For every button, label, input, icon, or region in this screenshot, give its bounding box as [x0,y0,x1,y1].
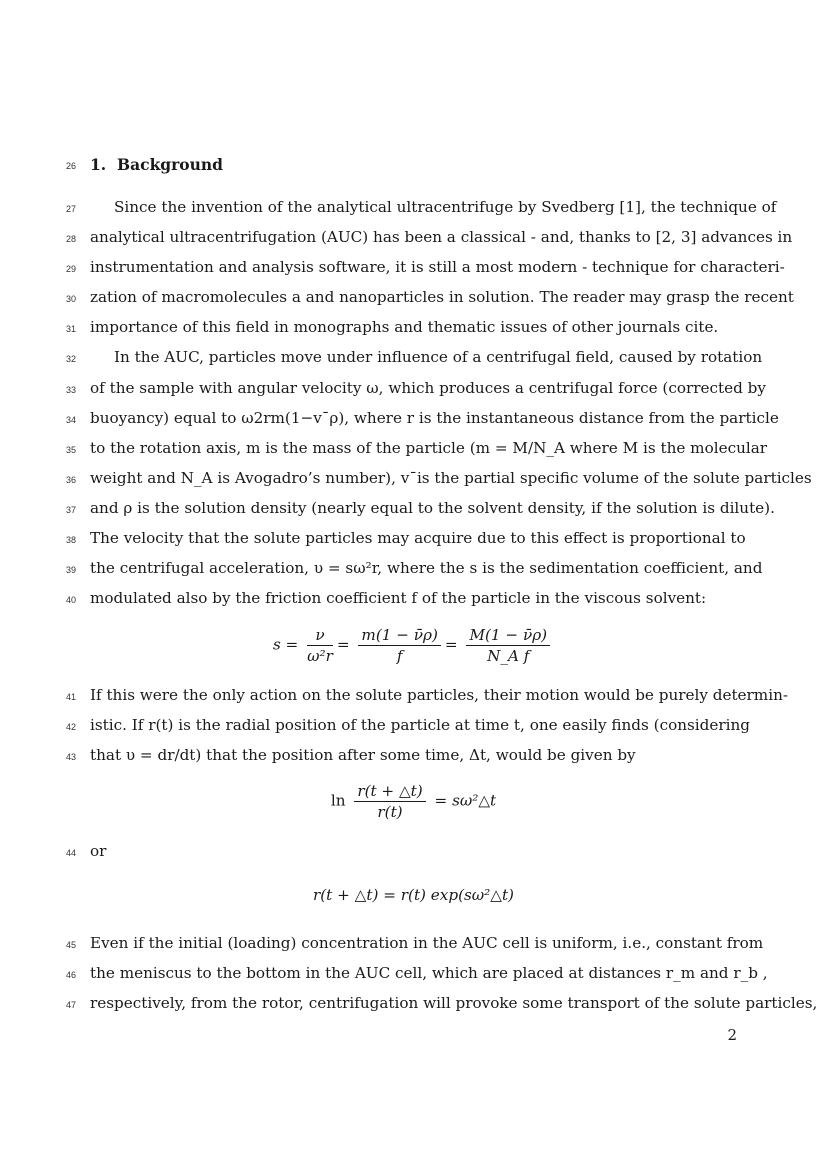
line-number: 45 [65,940,76,950]
text-line: modulated also by the friction coefficient f of the particle in the viscous solvent: [90,589,707,607]
eq1-f2-num: m(1 − ν̄ρ) [358,626,440,646]
text-line: or [90,842,107,860]
text-line: instrumentation and analysis software, it is still a most modern - technique for characteri- [90,258,785,276]
text-line: that υ = dr/dt) that the position after some time, Δt, would be given by [90,746,636,764]
section-heading [90,155,223,174]
text-line: If this were the only action on the solute particles, their motion would be purely determin- [90,686,788,704]
text-line: In the AUC, particles move under influence of a centrifugal field, caused by rotation [114,348,763,366]
section-number: 1. [90,155,107,174]
text-line: respectively, from the rotor, centrifugation will provoke some transport of the solute particles, [90,994,818,1012]
line-number: 30 [65,294,76,304]
text-line: Since the invention of the analytical ultracentrifuge by Svedberg [1], the technique of [114,198,777,216]
section-title: Background [116,155,224,174]
eq1-fraction-1 [307,626,333,665]
equation-sedimentation-coefficient: s = $\frac{\nu}{\text{ω²r}}$ = $\frac{m(1 - \nū\rho)}{f}$ = $\frac{M(1 - \nū\rho)}{\text{N\_A f}}$ [90,626,737,665]
line-number: 33 [65,385,76,395]
line-number: 31 [65,324,76,334]
line-number: 47 [65,1000,76,1010]
text-line: the centrifugal acceleration, υ = sω²r, where the s is the sedimentation coefficient, and [90,559,763,577]
eq1-lhs: s = [272,635,299,654]
line-number: 34 [65,415,76,425]
line-number: 39 [65,565,76,575]
text-line: and ρ is the solution density (nearly equal to the solvent density, if the solution is dilute). [90,499,775,517]
line-number: 28 [65,234,76,244]
text-line: The velocity that the solute particles may acquire due to this effect is proportional to [90,529,746,547]
text-line: to the rotation axis, m is the mass of the particle (m = M/N_A where M is the molecular [90,439,768,457]
eq2-prefix: ln [330,791,346,810]
text-line: weight and N_A is Avogadro’s number), v¯is the partial specific volume of the solute particles [90,469,812,487]
text-line: the meniscus to the bottom in the AUC cell, which are placed at distances r_m and r_b , [90,964,768,982]
line-number: 46 [65,970,76,980]
page-number: 2 [727,1026,737,1044]
text-line: zation of macromolecules a and nanoparticles in solution. The reader may grasp the recent [90,288,794,306]
line-number: 32 [65,354,76,364]
text-line: buoyancy) equal to ω2rm(1−v¯ρ), where r is the instantaneous distance from the particle [90,409,779,427]
eq1-fraction-2 [358,626,440,665]
text-line: importance of this field in monographs and thematic issues of other journals cite. [90,318,719,336]
equation-log-displacement [90,782,737,821]
eq1-f3-num: M(1 − ν̄ρ) [466,626,550,646]
text-line: of the sample with angular velocity ω, which produces a centrifugal force (corrected by [90,379,766,397]
line-number: 41 [65,692,76,702]
eq1-f1-den: ω²r [307,647,333,665]
line-number: 42 [65,722,76,732]
text-line: analytical ultracentrifugation (AUC) has been a classical - and, thanks to [2, 3] advances in [90,228,793,246]
line-number: 40 [65,595,76,605]
line-number: 29 [65,264,76,274]
line-number: 37 [65,505,76,515]
line-number: 38 [65,535,76,545]
line-number: 36 [65,475,76,485]
eq2-fraction [354,782,425,821]
text-line: istic. If r(t) is the radial position of the particle at time t, one easily finds (considering [90,716,750,734]
text-line: Even if the initial (loading) concentration in the AUC cell is uniform, i.e., constant from [90,934,764,952]
line-number: 26 [65,161,76,171]
equation-position: r(t + △t) = r(t) exp(sω²△t) [313,886,514,904]
eq1-f3-den: N_A f [487,647,530,665]
eq2-rhs: = sω²△t [434,791,497,810]
eq2-den: r(t) [377,803,403,821]
eq2-num: r(t + △t) [354,782,425,802]
eq1-f2-den: f [396,647,403,665]
line-number: 43 [65,752,76,762]
line-number: 27 [65,204,76,214]
line-number: 35 [65,445,76,455]
line-number: 44 [65,848,76,858]
eq1-f1-num: ν [307,626,333,646]
eq1-fraction-3 [466,626,550,665]
